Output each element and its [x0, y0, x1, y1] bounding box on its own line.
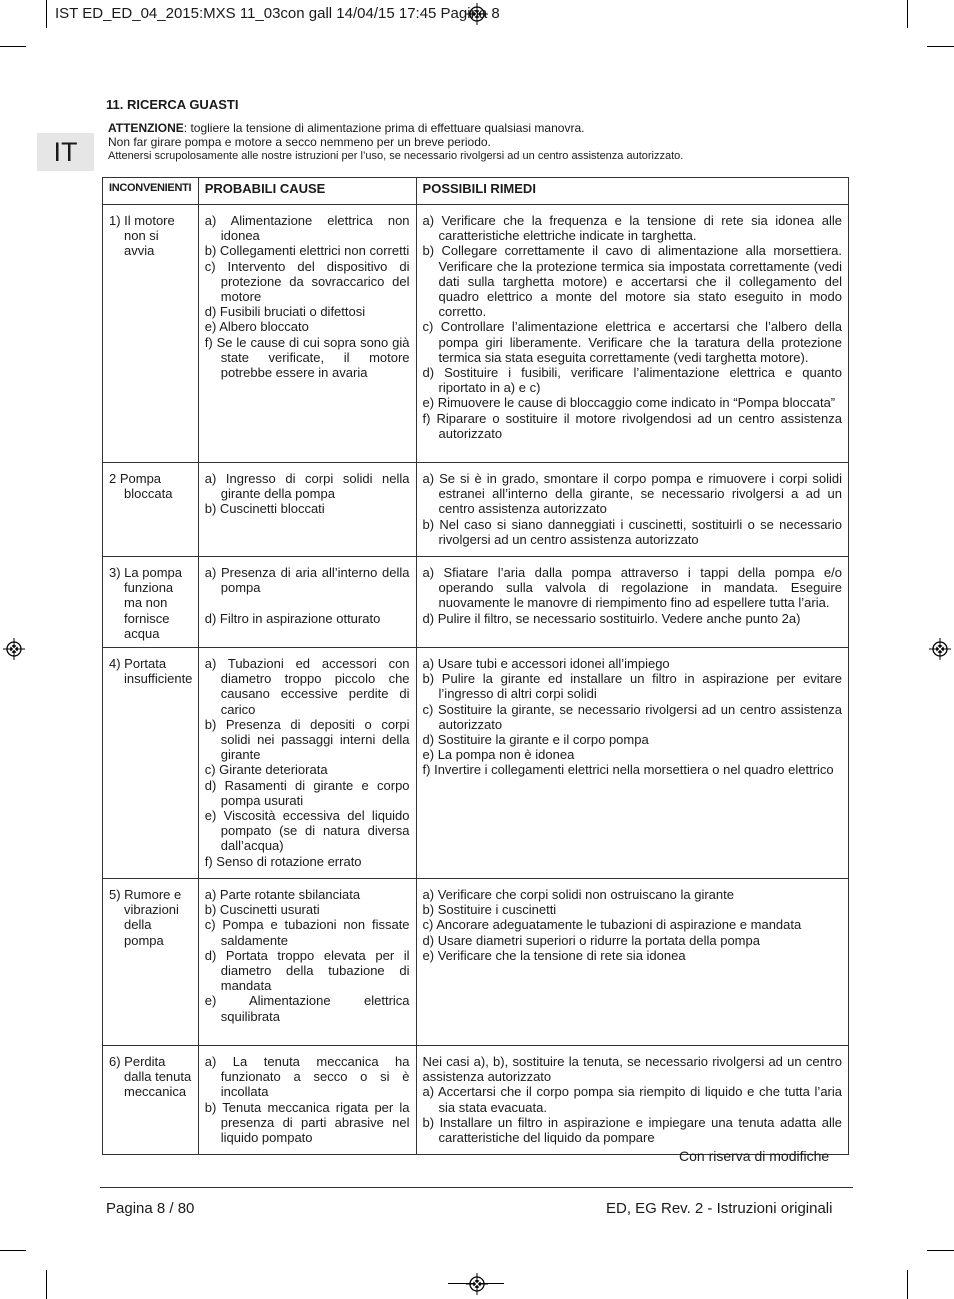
table-row	[103, 557, 849, 648]
warning-line-2: Non far girare pompa e motore a secco nemmeno per un breve periodo.	[108, 135, 491, 149]
warning-line-3: Attenersi scrupolosamente alle nostre istruzioni per l’uso, se necessario rivolgersi ad un centro assistenza autorizzato.	[108, 150, 684, 162]
causes-cell	[198, 648, 416, 879]
remedy-item: a) Sfiatare l’aria dalla pompa attraverso i tappi della pompa e/o operando sulla valvola di regolazione in mandata. Eseguire nuovamente le manovre di riempimento fino ad espellere tutta l’aria.	[422, 565, 842, 611]
remedies-cell	[416, 1046, 848, 1155]
problem-cell	[103, 648, 199, 879]
problem-label: 2 Pompa bloccata	[109, 471, 173, 502]
cause-item: f) Se le cause di cui sopra sono già state verificate, il motore potrebbe essere in avaria	[204, 334, 410, 381]
remedy-item: f) Riparare o sostituire il motore rivolgendosi ad un centro assistenza autorizzato	[422, 410, 842, 441]
problem-label: 5) Rumore e vibrazioni della pompa	[109, 887, 182, 948]
problem-cell	[103, 205, 199, 463]
warning-block	[108, 121, 683, 163]
cause-item: c) Girante deteriorata	[204, 762, 328, 778]
remedies-cell	[416, 879, 848, 1046]
crop-mark	[0, 46, 26, 47]
remedy-item: e) La pompa non è idonea	[422, 747, 575, 763]
remedies-cell	[416, 648, 848, 879]
cause-item: e) Alimentazione elettrica squilibrata	[204, 993, 410, 1024]
cause-item: b) Cuscinetti usurati	[204, 902, 320, 918]
remedy-item: b) Pulire la girante ed installare un filtro in aspirazione per evitare l’ingresso di altri corpi solidi	[422, 671, 842, 702]
remedy-item: b) Sostituire i cuscinetti	[422, 902, 557, 918]
table-row	[103, 648, 849, 879]
document-reference: ED, EG Rev. 2 - Istruzioni originali	[606, 1200, 833, 1217]
cause-item: c) Intervento del dispositivo di protezione da sovraccarico del motore	[204, 258, 410, 305]
cause-item: e) Albero bloccato	[204, 319, 309, 335]
table-row	[103, 463, 849, 557]
troubleshooting-table	[102, 177, 849, 1155]
language-tab: IT	[37, 133, 94, 171]
remedy-item: c) Controllare l’alimentazione elettrica e accertarsi che l’albero della pompa giri liberamente. Verificare che la taratura della protezione termica sia stata eseguita correttamente (vedi targhetta motore).	[422, 319, 842, 365]
cause-item: d) Filtro in aspirazione otturato	[204, 610, 381, 626]
crop-mark	[907, 1270, 908, 1299]
causes-cell	[198, 879, 416, 1046]
column-header-causes: PROBABILI CAUSE	[198, 178, 416, 205]
cause-item: a) Alimentazione elettrica non idonea	[204, 213, 410, 244]
warning-label: ATTENZIONE	[108, 121, 184, 135]
problem-label: 1) Il motore non si avvia	[109, 213, 175, 259]
problem-cell	[103, 879, 199, 1046]
section-title: 11. RICERCA GUASTI	[106, 97, 239, 112]
cause-item: b) Collegamenti elettrici non corretti	[204, 243, 410, 259]
registration-mark-icon	[929, 638, 951, 660]
cause-item: c) Pompa e tubazioni non fissate saldamente	[204, 917, 410, 948]
warning-line-1	[108, 121, 683, 135]
crop-mark	[927, 46, 954, 47]
problem-cell	[103, 1046, 199, 1155]
cause-item: d) Portata troppo elevata per il diametro della tubazione di mandata	[204, 947, 410, 994]
remedy-item: e) Rimuovere le cause di bloccaggio come indicato in “Pompa bloccata”	[422, 395, 836, 411]
remedy-item: a) Se si è in grado, smontare il corpo pompa e rimuovere i corpi solidi estranei all’interno della girante, se necessario rivolgersi a ad un centro assistenza autorizzato	[422, 471, 842, 517]
remedy-item: f) Invertire i collegamenti elettrici nella morsettiera o nel quadro elettrico	[422, 762, 834, 778]
cause-item: a) La tenuta meccanica ha funzionato a secco o si è incollata	[204, 1054, 410, 1100]
column-header-problems: INCONVENIENTI	[103, 178, 199, 205]
footer-note: Con riserva di modifiche	[679, 1148, 830, 1164]
problem-cell	[103, 557, 199, 648]
causes-cell	[198, 463, 416, 557]
remedy-item: e) Verificare che la tensione di rete sia idonea	[422, 947, 686, 963]
problem-cell	[103, 463, 199, 557]
crop-mark	[0, 1250, 26, 1251]
column-header-remedies: POSSIBILI RIMEDI	[416, 178, 848, 205]
causes-cell	[198, 205, 416, 463]
table-row	[103, 1046, 849, 1155]
footer-divider	[100, 1187, 853, 1188]
problem-label: 4) Portata insufficiente	[109, 656, 193, 687]
remedy-item: a) Verificare che la frequenza e la tensione di rete sia idonea alle caratteristiche elettriche indicate in targhetta.	[422, 213, 842, 244]
cause-item: d) Fusibili bruciati o difettosi	[204, 304, 366, 320]
remedy-item: d) Usare diametri superiori o ridurre la portata della pompa	[422, 932, 760, 948]
registration-mark-icon	[466, 1273, 488, 1295]
page-number: Pagina 8 / 80	[106, 1200, 195, 1217]
remedy-item: d) Sostituire la girante e il corpo pompa	[422, 732, 649, 748]
cause-item: a) Presenza di aria all’interno della pompa	[204, 565, 410, 596]
remedy-item: Nei casi a), b), sostituire la tenuta, se necessario rivolgersi ad un centro assistenza autorizzato	[422, 1054, 842, 1085]
crop-mark	[927, 1250, 954, 1251]
problem-label: 3) La pompa funziona ma non fornisce acqua	[109, 565, 182, 641]
cause-item: b) Tenuta meccanica rigata per la presenza di parti abrasive nel liquido pompato	[204, 1099, 410, 1146]
cause-item	[205, 595, 410, 610]
causes-cell	[198, 1046, 416, 1155]
cause-item: a) Parte rotante sbilanciata	[204, 887, 361, 903]
cause-item: e) Viscosità eccessiva del liquido pompato (se di natura diversa dall’acqua)	[204, 808, 410, 854]
cause-item: b) Presenza di depositi o corpi solidi nei passaggi interni della girante	[204, 716, 410, 763]
remedy-item: a) Verificare che corpi solidi non ostruiscano la girante	[422, 887, 734, 903]
remedy-item: a) Usare tubi e accessori idonei all’impiego	[422, 656, 670, 672]
cause-item: b) Cuscinetti bloccati	[204, 501, 325, 517]
remedy-item: c) Ancorare adeguatamente le tubazioni di aspirazione e mandata	[422, 917, 802, 933]
remedy-item: c) Sostituire la girante, se necessario rivolgersi ad un centro assistenza autorizzato	[422, 701, 842, 732]
cause-item: a) Ingresso di corpi solidi nella girante della pompa	[204, 471, 410, 502]
registration-mark-icon	[3, 638, 25, 660]
remedy-item: d) Pulire il filtro, se necessario sostituirlo. Vedere anche punto 2a)	[422, 610, 801, 626]
remedy-item: b) Installare un filtro in aspirazione e impiegare una tenuta adatta alle caratteristiche del liquido da pompare	[422, 1114, 842, 1146]
remedies-cell	[416, 205, 848, 463]
remedy-item: b) Collegare correttamente il cavo di alimentazione alla morsettiera. Verificare che la protezione termica sia impostata correttamente (vedi dati sulla targhetta motore) e accertarsi che il collegamento del quadro elettrico a monte del motore sia stato eseguito in modo corretto.	[422, 243, 842, 320]
remedies-cell	[416, 463, 848, 557]
cause-item: a) Tubazioni ed accessori con diametro troppo piccolo che causano eccessive perdite di carico	[204, 656, 410, 717]
print-slug-header: IST ED_ED_04_2015:MXS 11_03con gall 14/04/15 17:45 Pagina 8	[46, 0, 908, 28]
crop-mark	[46, 1270, 47, 1299]
table-row	[103, 879, 849, 1046]
cause-item: d) Rasamenti di girante e corpo pompa usurati	[204, 777, 410, 808]
remedy-item: d) Sostituire i fusibili, verificare l’alimentazione elettrica e quanto riportato in a) e c)	[422, 365, 842, 396]
cause-item: f) Senso di rotazione errato	[204, 853, 362, 869]
table-header-row	[103, 178, 849, 205]
remedies-cell	[416, 557, 848, 648]
remedy-item: a) Accertarsi che il corpo pompa sia riempito di liquido e che tutta l’aria sia stata evacuata.	[422, 1084, 842, 1115]
remedy-item: b) Nel caso si siano danneggiati i cuscinetti, sostituirli o se necessario rivolgersi ad un centro assistenza autorizzato	[422, 516, 842, 547]
problem-label: 6) Perdita dalla tenuta meccanica	[109, 1054, 192, 1100]
warning-text: : togliere la tensione di alimentazione prima di effettuare qualsiasi manovra.	[183, 121, 585, 135]
table-row	[103, 205, 849, 463]
causes-cell	[198, 557, 416, 648]
